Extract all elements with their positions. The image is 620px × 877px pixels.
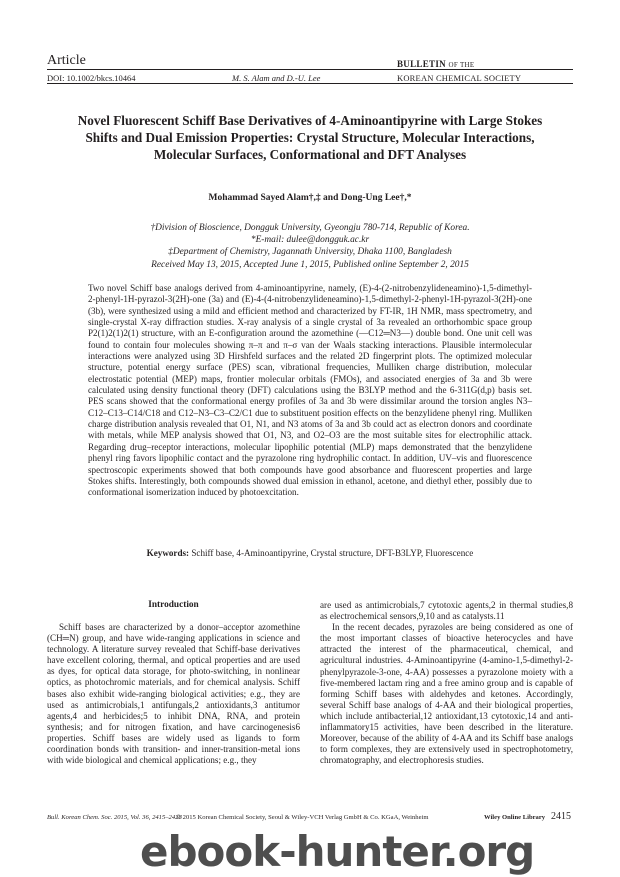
doi: DOI: 10.1002/bkcs.10464 (47, 73, 136, 83)
contact-email: *E-mail: dulee@dongguk.ac.kr (250, 235, 370, 246)
intro-paragraph-2: In the recent decades, pyrazoles are being considered as one of the most important classes of bioactive heterocycles and have attracted the interest of the pharmaceutical, chemical, and agricultural industries. 4-Aminoantipyrine (4-amino-1,5-dimethyl-2-phenylpyrazole-3-one, 4-AA) possesses a pyrazolone moiety with a five-membered lactam ring and a free amino group and is capable of forming Schiff bases with aldehydes and ketones. Accordingly, several Schiff base analogs of 4-AA and their biological properties, which include antibacterial,12 antioxidant,13 cytotoxic,14 and anti-inflammatory15 activities, have been described in the literature. Moreover, because of the ability of 4-AA and its Schiff base analogs to form complexes, they are extensively used in spectrophotometry, chromatography, and electrophoresis studies. (320, 622, 573, 766)
keywords-list: Schiff base, 4-Aminoantipyrine, Crystal structure, DFT-B3LYP, Fluorescence (191, 548, 474, 558)
journal-name-line1: BULLETIN OF THE (397, 59, 475, 69)
intro-paragraph-1: Schiff bases are characterized by a donor–acceptor azomethine (CH═N) group, and have wide-ranging applications in science and technology. A literature survey revealed that Schiff-base derivatives have excellent coloring, thermal, and optical properties and are used as dyes, for optical data storage, for photo-switching, in nonlinear optics, as photochromic materials, and for chemical analysis. Schiff bases also exhibit wide-ranging biological activities; e.g., they are used as antimicrobials,1 antifungals,2 antioxidants,3 antitumor agents,4 and herbicides;5 to inhibit DNA, RNA, and protein synthesis; and for nitrogen fixation, and have carcinogenesis6 properties. Schiff bases are widely used as ligands to form coordination bonds with transition- and inner-transition-metal ions with wide biological and chemical applications; e.g., they (47, 622, 300, 766)
running-authors: M. S. Alam and D.-U. Lee (232, 73, 321, 83)
affiliation-1: †Division of Bioscience, Dongguk University, Gyeongju 780-714, Republic of Korea. (150, 223, 470, 233)
header-rule-top (47, 69, 573, 70)
footer-wiley-library: Wiley Online Library (484, 814, 546, 821)
keywords-label: Keywords: (146, 548, 190, 558)
intro-paragraph-1-continued: are used as antimicrobials,7 cytotoxic agents,2 in thermal studies,8 as electrochemical sensors,9,10 and as catalysts.11 (320, 600, 573, 622)
header-rule-bottom (47, 83, 573, 84)
intro-right-column (320, 600, 573, 766)
intro-left-column (47, 622, 300, 766)
section-heading-introduction: Introduction (148, 600, 199, 610)
keywords (60, 548, 560, 558)
abstract: Two novel Schiff base analogs derived from 4-aminoantipyrine, namely, (E)-4-(2-nitrobenzylideneamino)-1,5-dimethyl-2-phenyl-1H-pyrazol-3(2H)-one (3a) and (E)-4-(4-nitrobenzylideneamino)-1,5-dimethyl-2-phenyl-1H-pyrazol-3(2H)-one (3b), were synthesized using a mild and efficient method and characterized by FT-IR, 1H NMR, mass spectrometry, and single-crystal X-ray diffraction studies. X-ray analysis of a single crystal of 3a revealed an orthorhombic space group P2(1)2(1)2(1) structure, with an E-configuration around the azomethine (—C12═N3—) double bond. One unit cell was found to contain four molecules showing π–π and π–σ van der Waals stacking interactions. Plausible intermolecular interactions were analyzed using 3D Hirshfeld surfaces and the related 2D fingerprint plots. The optimized molecular structure, potential energy surface (PES) scan, vibrational frequencies, Mulliken charge distribution, molecular electrostatic potential (MEP) maps, frontier molecular orbitals (FMOs), and associated energies of 3a and 3b were calculated using density functional theory (DFT) calculations using the B3LYP method and the 6-311G(d,p) basis set. PES scans showed that the conformational energy profiles of 3a and 3b were dissimilar around the torsion angles N3–C12–C13–C14/C18 and C12–N3–C3–C2/C1 due to substituent position effects on the benzylidene phenyl ring. Mulliken charge distribution analysis revealed that O1, N1, and N3 atoms of 3a and 3b could act as electron donors and coordinate with metals, while MEP analysis showed that O1, N3, and O2–O3 are the most suitable sites for electrophilic attack. Regarding drug–receptor interactions, molecular lipophilic potential (MLP) maps demonstrated that the benzylidene phenyl ring favors lipophilic contact and the pyrazolone ring hydrophilic contact. In addition, UV–vis and fluorescence spectroscopic experiments showed that both compounds have good absorbance and fluorescent properties and large Stokes shifts. Interestingly, both compounds showed dual emission in ethanol, acetone, and diethyl ether, possibly due to conformational isomerization induced by photoexcitation. (88, 283, 532, 498)
watermark: ebook-hunter.org (140, 827, 535, 876)
section-label: Article (47, 53, 86, 68)
article-title: Novel Fluorescent Schiff Base Derivatives of 4-Aminoantipyrine with Large Stokes Shifts and Dual Emission Properties: Crystal Structure, Molecular Interactions, Molecular Surfaces, Conformational and DFT Analyses (77, 113, 543, 162)
footer-citation: Bull. Korean Chem. Soc. 2015, Vol. 36, 2415–2428 (47, 814, 182, 821)
affiliation-2: ‡Department of Chemistry, Jagannath University, Dhaka 1100, Bangladesh (168, 247, 452, 258)
journal-name-line2: KOREAN CHEMICAL SOCIETY (397, 73, 522, 83)
affiliations (60, 222, 560, 271)
received-dates: Received May 13, 2015, Accepted June 1, 2015, Published online September 2, 2015 (151, 259, 469, 270)
author-list: Mohammad Sayed Alam†,‡ and Dong-Ung Lee†,* (208, 193, 412, 203)
page-number: 2415 (551, 811, 571, 822)
footer-copyright: © 2015 Korean Chemical Society, Seoul & Wiley-VCH Verlag GmbH & Co. KGaA, Weinheim (176, 814, 429, 821)
